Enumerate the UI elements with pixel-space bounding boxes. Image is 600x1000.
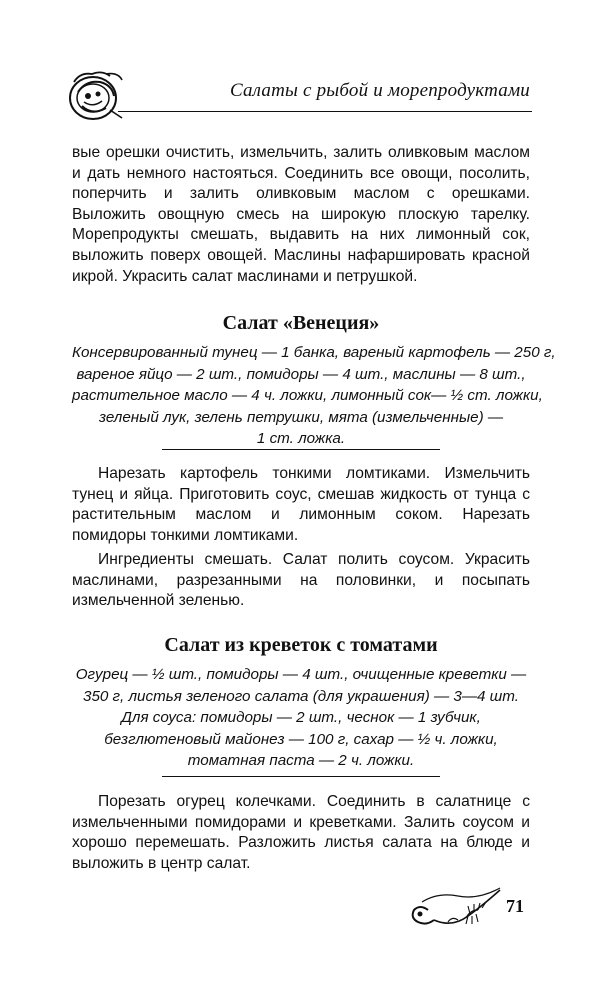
recipe-step-paragraph: Ингредиенты смешать. Салат полить соусом. Украсить маслинами, разрезанными на половинки, и посыпать измельченной зеленью. (72, 551, 530, 610)
recipe-step-paragraph: Порезать огурец колечками. Соединить в салатнице с измельченными помидорами и креветками. Залить соусом и хорошо перемешать. Разложить листья салата на блюде и выложить в центр салат. (72, 793, 530, 872)
running-head: Салаты с рыбой и морепродуктами (229, 80, 530, 101)
section-divider (162, 449, 440, 450)
ingredients-list (72, 664, 530, 772)
recipe-step-paragraph: Нарезать картофель тонкими ломтиками. Измельчить тунец и яйца. Приготовить соус, смешав жидкость от тунца с растительным маслом и лимонным соком. Нарезать помидоры тонкими ломтиками. (72, 465, 530, 544)
recipe-title: Салат «Венеция» (222, 312, 380, 334)
header-emblem-icon (66, 66, 128, 126)
header-rule (118, 111, 532, 112)
section-divider (162, 776, 440, 777)
footer-ornament-icon (408, 880, 504, 932)
ingredient-line: Огурец — ½ шт., помидоры — 4 шт., очищенные креветки — (75, 666, 527, 683)
ingredient-line: томатная паста — 2 ч. ложки. (187, 752, 415, 769)
page-number: 71 (506, 896, 524, 916)
ingredient-line: растительное масло — 4 ч. ложки, лимонный сок— ½ ст. ложки, (72, 387, 543, 404)
intro-paragraph: вые орешки очистить, измельчить, залить оливковым маслом и дать немного настояться. Соединить все овощи, посолить, поперчить и залить оливковым маслом с орешками. Выложить овощную смесь на широкую плоскую тарелку. Морепродукты смешать, выдавить на них лимонный сок, выложить поверх овощей. Маслины нафаршировать красной икрой. Украсить салат маслинами и петрушкой. (72, 144, 530, 285)
ingredient-line: безглютеновый майонез — 100 г, сахар — ½ ч. ложки, (104, 730, 498, 748)
ingredient-line: 350 г, листья зеленого салата (для украшения) — 3—4 шт. (83, 687, 519, 705)
ingredients-list (72, 342, 556, 450)
ingredient-line: Консервированный тунец — 1 банка, вареный картофель — 250 г, (72, 344, 556, 361)
recipe-title: Салат из креветок с томатами (164, 634, 438, 656)
ingredient-line: зеленый лук, зелень петрушки, мята (измельченные) — (98, 408, 504, 426)
ingredient-line: Для соуса: помидоры — 2 шт., чеснок — 1 зубчик, (121, 709, 481, 726)
ingredient-line: вареное яйцо — 2 шт., помидоры — 4 шт., маслины — 8 шт., (76, 365, 526, 383)
ingredient-line: 1 ст. ложка. (256, 430, 346, 447)
